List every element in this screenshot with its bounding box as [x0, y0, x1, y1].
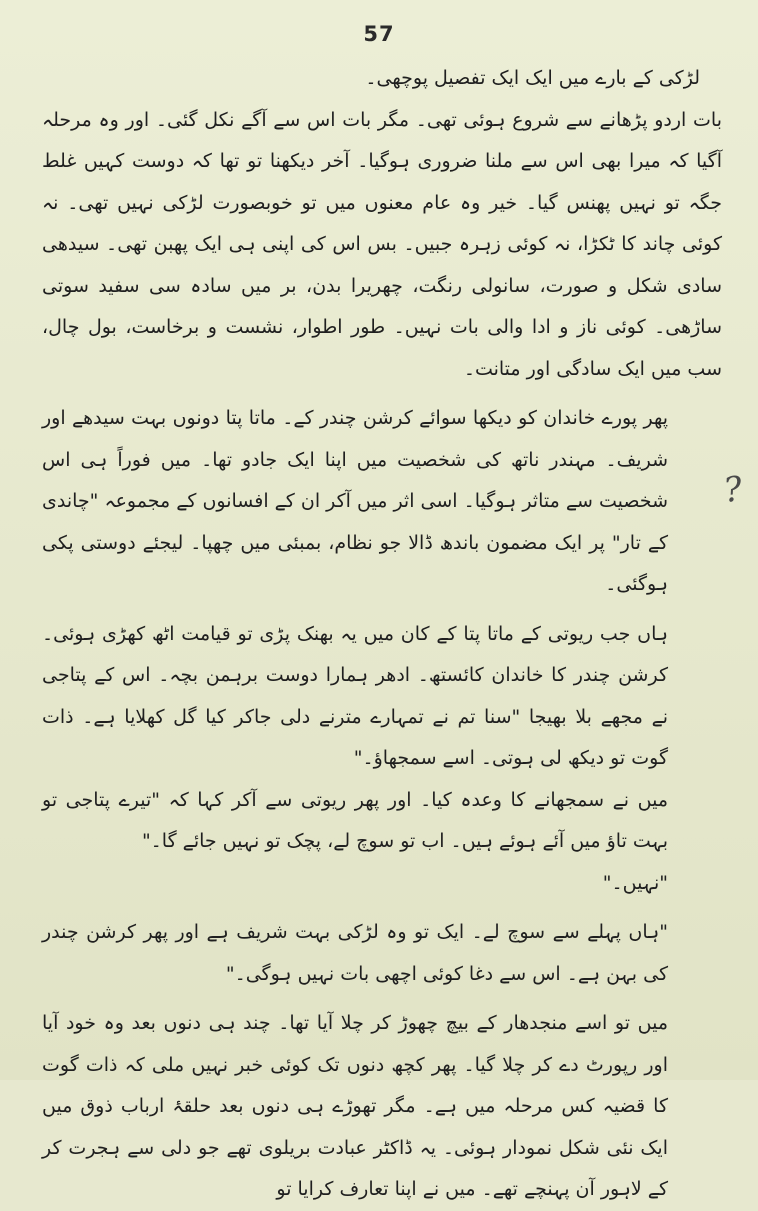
handwritten-margin-mark: ? [721, 468, 745, 512]
paragraph-7: "ہاں پہلے سے سوچ لے۔ ایک تو وہ لڑکی بہت شریف ہے اور پھر کرشن چندر کی بہن ہے۔ اس سے دغا کوئی اچھی بات نہیں ہوگی۔" [42, 921, 668, 985]
paragraph-4: ہاں جب ریوتی کے ماتا پتا کے کان میں یہ بھنک پڑی تو قیامت اٹھ کھڑی ہوئی۔ کرشن چندر کا خاندان کائستھ۔ ادھر ہمارا دوست برہمن بچہ۔ اس کے پتاجی نے مجھے بلا بھیجا "سنا تم نے تمہارے مترنے دلی جاکر کیا گل کھلایا ہے۔ ذات گوت تو دیکھ لی ہوتی۔ اسے سمجھاؤ۔" [42, 622, 668, 769]
paragraph-5: میں نے سمجھانے کا وعدہ کیا۔ اور پھر ریوتی سے آکر کہا کہ "تیرے پتاجی تو بہت تاؤ میں آئے ہوئے ہیں۔ اب تو سوچ لے، پچک تو نہیں جائے گا۔" [42, 788, 668, 852]
paragraph-8: میں تو اسے منجدھار کے بیچ چھوڑ کر چلا آیا تھا۔ چند ہی دنوں بعد وہ خود آیا اور رپورٹ دے کر چلا گیا۔ پھر کچھ دنوں تک کوئی خبر نہیں ملی کہ ذات گوت کا قضیہ کس مرحلہ میں ہے۔ مگر تھوڑے ہی دنوں بعد حلقۂ ارباب ذوق میں ایک نئی شکل نمودار ہوئی۔ یہ ڈاکٹر عبادت بریلوی تھے جو دلی سے ہجرت کر کے لاہور آن پہنچے تھے۔ میں نے اپنا تعارف کرایا تو [42, 1012, 668, 1200]
paragraph-6: "نہیں۔" [602, 871, 668, 894]
page-body-text [42, 58, 722, 1211]
paragraph-3: پھر پورے خاندان کو دیکھا سوائے کرشن چندر کے۔ ماتا پتا دونوں بہت سیدھے اور شریف۔ مہندر ناتھ کی شخصیت میں اپنا ایک جادو تھا۔ میں فوراً ہی اس شخصیت سے متاثر ہوگیا۔ اسی اثر میں آکر ان کے افسانوں کے مجموعہ "چاندی کے تار" پر ایک مضمون باندھ ڈالا جو نظام، بمبئی میں چھپا۔ لیجئے دوستی پکی ہوگئی۔ [42, 407, 668, 595]
paragraph-1: لڑکی کے بارے میں ایک ایک تفصیل پوچھی۔ [365, 67, 700, 89]
page-number: 57 [363, 22, 395, 46]
paragraph-2: بات اردو پڑھانے سے شروع ہوئی تھی۔ مگر بات اس سے آگے نکل گئی۔ اور وہ مرحلہ آگیا کہ میرا بھی اس سے ملنا ضروری ہوگیا۔ آخر دیکھنا تو تھا کہ دوست کہیں غلط جگہ تو نہیں پھنس گیا۔ خیر وہ عام معنوں میں تو خوبصورت لڑکی نہیں تھی۔ نہ کوئی چاند کا ٹکڑا، نہ کوئی زہرہ جبیں۔ بس اس کی اپنی ہی ایک پھبن تھی۔ سیدھی سادی شکل و صورت، سانولی رنگت، چھریرا بدن، بر میں سادہ سی سفید سوتی ساڑھی۔ کوئی ناز و ادا والی بات نہیں۔ طور اطوار، نشست و برخاست، بول چال، سب میں ایک سادگی اور متانت۔ [42, 108, 722, 380]
